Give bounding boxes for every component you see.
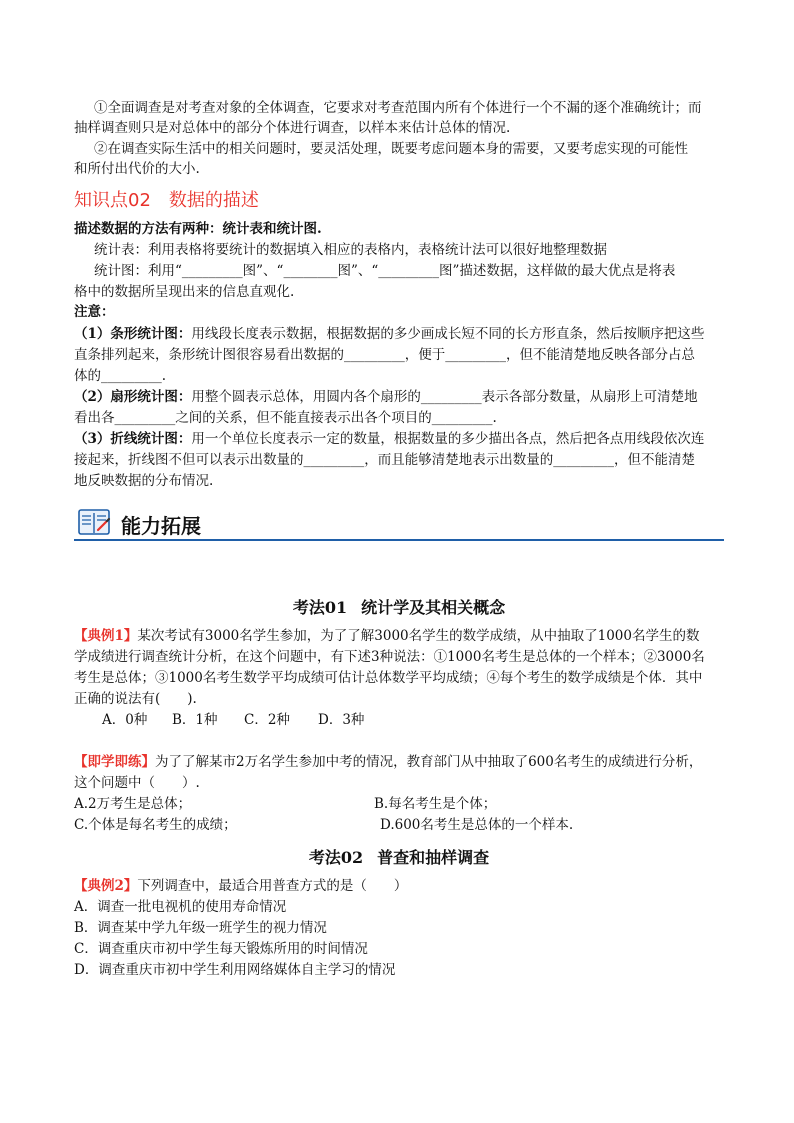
intro-paragraph-2-line-2: 和所付出代价的大小. [74, 161, 200, 177]
method-1-number: 考法01 [292, 598, 348, 617]
example-2-option-d: D．调查重庆市初中学生利用网络媒体自主学习的情况 [74, 962, 396, 978]
example-1-option-c: C．2种 [244, 712, 290, 728]
knowledge-point-number: 知识点02 [74, 190, 151, 211]
example-1-text-1: 某次考试有3000名学生参加，为了了解3000名学生的数学成绩，从中抽取了1000名学生的数 [137, 628, 700, 644]
example-1-option-a: A．0种 [102, 712, 148, 728]
bar-chart-note-line-1 [74, 324, 724, 344]
section-title: 能力拓展 [121, 514, 201, 538]
method-2-heading [74, 845, 724, 868]
line-chart-label: （3）折线统计图： [74, 431, 192, 447]
example-1-line-4: 正确的说法有( ). [74, 691, 197, 707]
knowledge-point-heading [74, 186, 259, 212]
example-1-option-b: B．1种 [172, 712, 218, 728]
intro-paragraph-1-line-2: 抽样调查则只是对总体中的部分个体进行调查，以样本来估计总体的情况. [74, 120, 511, 136]
note-label: 注意： [74, 304, 115, 320]
pie-chart-label: （2）扇形统计图： [74, 389, 192, 405]
example-2-option-a: A．调查一批电视机的使用寿命情况 [74, 899, 287, 915]
section-divider [74, 539, 724, 541]
line-chart-note-line-3: 地反映数据的分布情况. [74, 473, 214, 489]
pie-chart-text-1: 用整个圆表示总体，用圆内各个扇形的_________表示各部分数量，从扇形上可清楚地 [191, 389, 698, 405]
example-1-line-2: 学成绩进行调查统计分析，在这个问题中，有下述3种说法：①1000名考生是总体的一个样本；②3000名 [74, 649, 705, 665]
example-1-option-d: D．3种 [318, 712, 365, 728]
practice-option-a: A.2万考生是总体； [74, 796, 192, 812]
pie-chart-note-line-1 [74, 387, 724, 407]
example-2-text-1: 下列调查中，最适合用普查方式的是（ ） [137, 878, 408, 894]
example-1-tag: 【典例1】 [74, 628, 138, 644]
method-2-number: 考法02 [308, 848, 364, 867]
method-1-title: 统计学及其相关概念 [361, 598, 506, 617]
example-1-line-3: 考生是总体；③1000名考生数学平均成绩可估计总体数学平均成绩；④每个考生的数学成绩是个体．其中 [74, 670, 703, 686]
practice-line-2: 这个问题中（ ）. [74, 775, 200, 791]
practice-option-b: B.每名考生是个体； [374, 796, 497, 812]
pie-chart-note-line-2: 看出各_________之间的关系，但不能直接表示出各个项目的_________. [74, 410, 497, 426]
statistics-table-description: 统计表：利用表格将要统计的数据填入相应的表格内，表格统计法可以很好地整理数据 [94, 242, 607, 258]
line-chart-text-1: 用一个单位长度表示一定的数量，根据数量的多少描出各点，然后把各点用线段依次连 [191, 431, 705, 447]
line-chart-note-line-1 [74, 429, 724, 449]
bar-chart-note-line-3: 体的_________. [74, 368, 167, 384]
practice-option-c: C.个体是每名考生的成绩； [74, 817, 237, 833]
knowledge-point-title: 数据的描述 [168, 190, 259, 211]
bar-chart-text-1: 用线段长度表示数据，根据数据的多少画成长短不同的长方形直条，然后按顺序把这些 [191, 326, 705, 342]
practice-line-1 [74, 752, 724, 772]
example-1-line-1 [74, 626, 724, 646]
statistics-chart-description-line-2: 格中的数据所呈现出来的信息直观化. [74, 284, 295, 300]
example-2-option-c: C．调查重庆市初中学生每天锻炼所用的时间情况 [74, 941, 368, 957]
example-2-tag: 【典例2】 [74, 878, 138, 894]
practice-tag: 【即学即练】 [74, 754, 155, 770]
example-2-line-1 [74, 876, 724, 896]
method-2-title: 普查和抽样调查 [377, 848, 490, 867]
statistics-chart-description-line-1: 统计图：利用“_________图”、“________图”、“_________图”描述数据，这样做的最大优点是将表 [94, 263, 676, 279]
intro-paragraph-1-line-1: ①全面调查是对考查对象的全体调查，它要求对考查范围内所有个体进行一个不漏的逐个准确统计；而 [94, 100, 702, 116]
section-banner [74, 500, 724, 544]
knowledge-point-lead: 描述数据的方法有两种：统计表和统计图. [74, 221, 322, 237]
line-chart-note-line-2: 接起来，折线图不但可以表示出数量的_________，而且能够清楚地表示出数量的_________，但不能清楚 [74, 452, 695, 468]
practice-option-d: D.600名考生是总体的一个样本. [380, 817, 574, 833]
method-1-heading [74, 595, 724, 618]
bar-chart-note-line-2: 直条排列起来，条形统计图很容易看出数据的_________，便于_________，但不能清楚地反映各部分占总 [74, 347, 695, 363]
example-2-option-b: B．调查某中学九年级一班学生的视力情况 [74, 920, 327, 936]
bar-chart-label: （1）条形统计图： [74, 326, 192, 342]
intro-paragraph-2-line-1: ②在调查实际生活中的相关问题时，要灵活处理，既要考虑问题本身的需要，又要考虑实现的可能性 [94, 141, 688, 157]
practice-text-1: 为了了解某市2万名学生参加中考的情况，教育部门从中抽取了600名考生的成绩进行分析， [155, 754, 703, 770]
open-book-icon [76, 504, 112, 540]
